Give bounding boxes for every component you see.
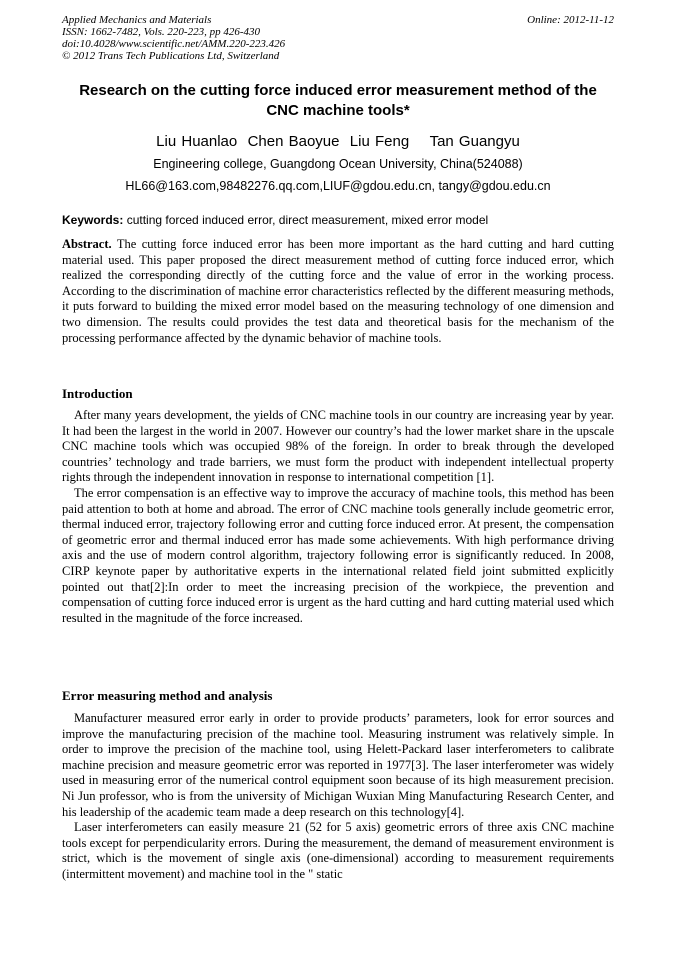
error-section-body (62, 711, 614, 883)
affiliation: Engineering college, Guangdong Ocean University, China(524088) (153, 157, 523, 171)
keywords-text: cutting forced induced error, direct measurement, mixed error model (123, 213, 489, 227)
abstract-label: Abstract. (62, 237, 112, 251)
authors-text: Liu Huanlao Chen Baoyue Liu Feng Tan Guangyu (156, 133, 520, 150)
introduction-paragraph-1: After many years development, the yields of CNC machine tools in our country are increasing year by year. It had been the largest in the world in 2007. However our country’s had the lower market share in the upscale CNC machine tools which was occupied 98% of the foreign. In order to break through the developed countries’ technology and trade barriers, we must form the product with independent intellectual property rights through the independent innovation in response to international competition [1]. (62, 408, 614, 485)
section-heading-error-measuring: Error measuring method and analysis (62, 688, 273, 703)
author-emails: HL66@163.com,98482276.qq.com,LIUF@gdou.edu.cn, tangy@gdou.edu.cn (125, 179, 551, 193)
journal-doi: doi:10.4028/www.scientific.net/AMM.220-223.426 (62, 38, 286, 50)
journal-issn: ISSN: 1662-7482, Vols. 220-223, pp 426-430 (62, 26, 260, 38)
introduction-body (62, 408, 614, 626)
online-date: Online: 2012-11-12 (527, 14, 614, 26)
journal-header (62, 14, 614, 62)
abstract-text: The cutting force induced error has been more important as the hard cutting and hard cutting material used. This paper proposed the direct measurement method of cutting force induced error, which realized the corresponding directly of the cutting force and the value of error in the working process. According to the discrimination of machine error characteristics reflected by the different measuring methods, it puts forward to building the mixed error model based on the measuring technology of one dimension and two dimension. The results could provides the test data and theoretical basis for the mechanism of the processing performance affected by the dynamic behavior of machine tools. (62, 237, 614, 345)
keywords (62, 213, 614, 228)
paper-title: Research on the cutting force induced error measurement method of the CNC machine tools* (79, 82, 597, 119)
abstract-paragraph (62, 237, 614, 346)
section-heading-introduction: Introduction (62, 386, 133, 401)
journal-name: Applied Mechanics and Materials (62, 14, 212, 26)
journal-copyright: © 2012 Trans Tech Publications Ltd, Switzerland (62, 50, 280, 62)
introduction-paragraph-2: The error compensation is an effective way to improve the accuracy of machine tools, this method has been paid attention to both at home and abroad. The error of CNC machine tools generally include geometric error, thermal induced error, trajectory following error and cutting force induced error. At present, the compensation of geometric error and thermal induced error has made some achievements. With high performance driving axis and the use of modern control algorithm, trajectory following error is significantly reduced. In 2008, CIRP keynote paper by authoritative experts in the international related field joint submitted explicitly pointed out that[2]:In order to meet the increasing precision of the workpiece, the prevention and compensation of cutting force induced error is urgent as the hard cutting and hard cutting material used which resulted in the magnitude of the force increased. (62, 485, 614, 625)
keywords-label: Keywords: (62, 213, 124, 227)
error-section-paragraph-1: Manufacturer measured error early in order to provide products’ parameters, look for error sources and improve the manufacturing precision of the machine tool. Measuring instrument was relatively simple. In order to improve the precision of the machine tool, using Helett-Packard laser interferometers to calibrate machine precision and measure geometric error was reported in 1977[3]. The laser interferometer was widely used in measuring error of the numerical control equipment soon because of its high measurement precision. Ni Jun professor, who is from the university of Michigan Wuxian Ming Manufacturing Research Center, and his leadership of the academic team made a deep research on this technology[4]. (62, 711, 614, 819)
error-section-paragraph-2: Laser interferometers can easily measure 21 (52 for 5 axis) geometric errors of three axis CNC machine tools except for perpendicularity errors. During the measurement, the demand of measurement environment is strict, which is the movement of single axis (one-dimensional) according to measurement requirements (intermittent movement) and machine tool in the " static (62, 820, 614, 881)
abstract (62, 237, 614, 346)
author-list (62, 133, 614, 151)
